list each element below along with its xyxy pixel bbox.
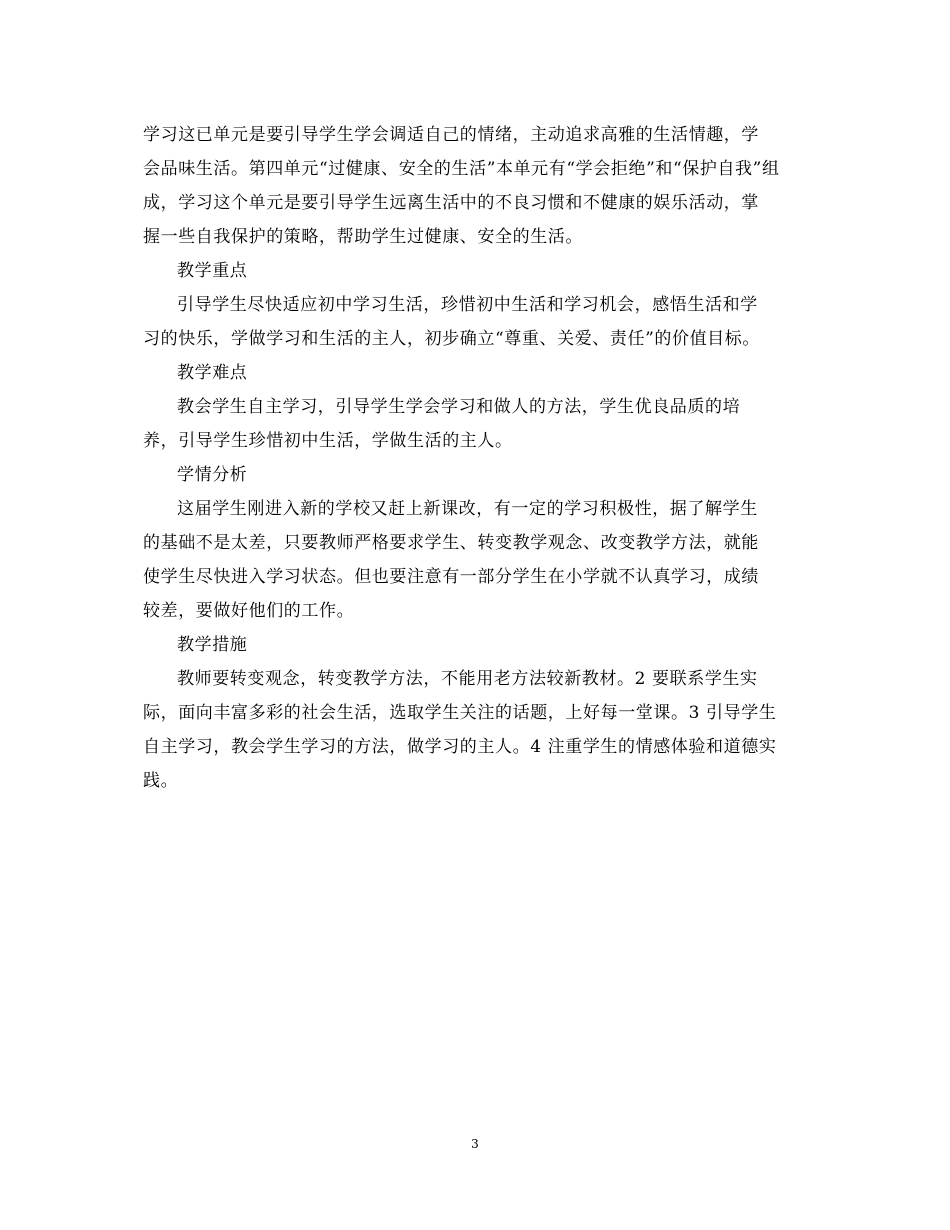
body-text-line: 习的快乐，学做学习和生活的主人，初步确立“尊重、关爱、责任”的价值目标。 — [143, 329, 760, 349]
body-text-line: 教会学生自主学习，引导学生学会学习和做人的方法，学生优良品质的培 — [177, 397, 741, 417]
body-text-line: 使学生尽快进入学习状态。但也要注意有一部分学生在小学就不认真学习，成绩 — [143, 567, 759, 587]
body-text-line: 引导学生尽快适应初中学习生活，珍惜初中生活和学习机会，感悟生活和学 — [177, 295, 758, 315]
page-number: 3 — [471, 1137, 479, 1151]
body-text-line: 成，学习这个单元是要引导学生远离生活中的不良习惯和不健康的娱乐活动，掌 — [143, 193, 759, 213]
body-text-line: 这届学生刚进入新的学校又赶上新课改，有一定的学习积极性，据了解学生 — [177, 499, 758, 519]
section-heading-teaching-focus: 教学重点 — [177, 261, 248, 281]
body-text-line: 学习这已单元是要引导学生学会调适自己的情绪，主动追求高雅的生活情趣，学 — [143, 125, 759, 145]
body-text-line: 的基础不是太差，只要教师严格要求学生、转变教学观念、改变教学方法，就能 — [143, 533, 759, 553]
section-heading-teaching-difficulty: 教学难点 — [177, 363, 248, 383]
body-text-line: 养，引导学生珍惜初中生活，学做生活的主人。 — [143, 431, 513, 451]
body-text-line: 践。 — [143, 771, 179, 791]
section-heading-teaching-measures: 教学措施 — [177, 635, 248, 655]
body-text-line: 教师要转变观念，转变教学方法，不能用老方法较新教材。2 要联系学生实 — [177, 669, 758, 689]
body-text-line: 自主学习，教会学生学习的方法，做学习的主人。4 注重学生的情感体验和道德实 — [143, 737, 777, 757]
section-heading-student-analysis: 学情分析 — [177, 465, 248, 485]
body-text-line: 际，面向丰富多彩的社会生活，选取学生关注的话题，上好每一堂课。3 引导学生 — [143, 703, 777, 723]
body-text-line: 较差，要做好他们的工作。 — [143, 601, 355, 621]
body-text-line: 会品味生活。第四单元“过健康、安全的生活”本单元有“学会拒绝”和“保护自我”组 — [143, 159, 780, 179]
body-text-line: 握一些自我保护的策略，帮助学生过健康、安全的生活。 — [143, 227, 583, 247]
document-body — [143, 118, 813, 798]
